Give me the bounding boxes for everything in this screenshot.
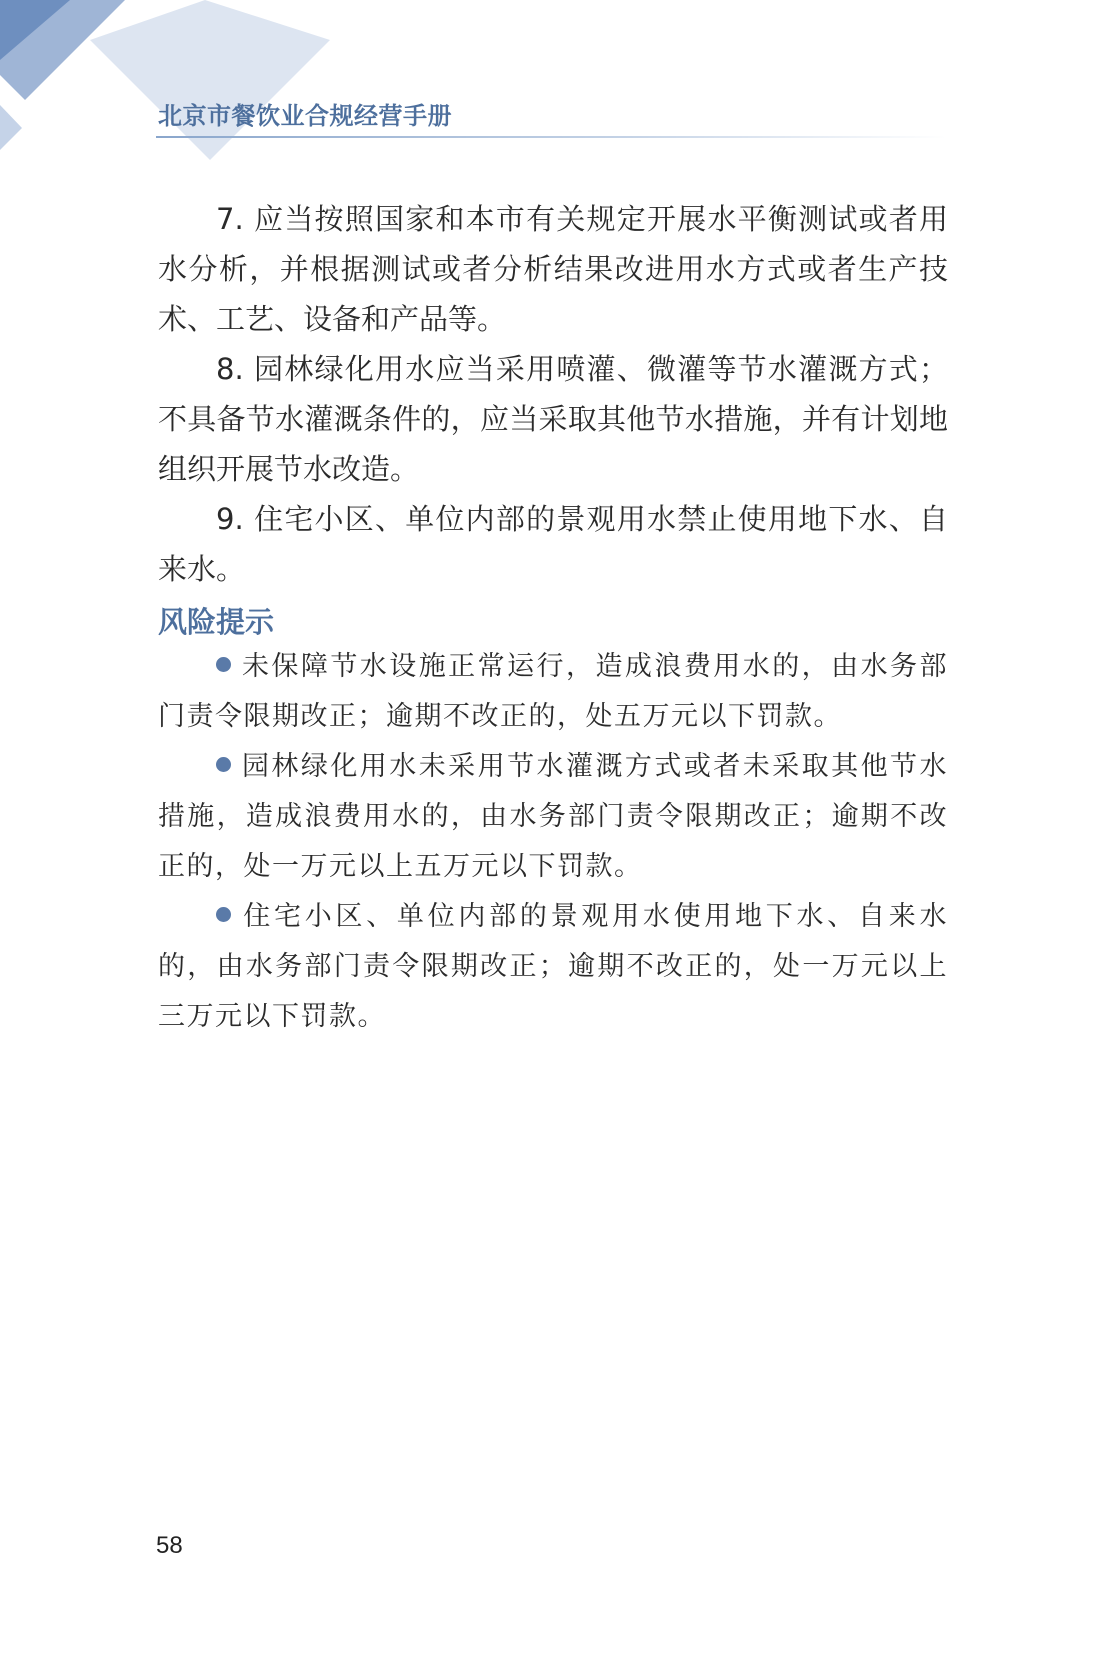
body-text [158, 194, 948, 594]
risk-item-text: 未保障节水设施正常运行，造成浪费用水的，由水务部门责令限期改正；逾期不改正的，处五万元以下罚款。 [158, 651, 948, 732]
risk-item-text: 园林绿化用水未采用节水灌溉方式或者未采取其他节水措施，造成浪费用水的，由水务部门责令限期改正；逾期不改正的，处一万元以上五万元以下罚款。 [158, 751, 948, 882]
page-number: 58 [156, 1532, 183, 1559]
header-rule [156, 136, 946, 138]
risk-item [158, 742, 948, 892]
deco-diamond-small [0, 105, 22, 150]
bullet-icon [216, 657, 231, 672]
risk-item [158, 892, 948, 1042]
clause-8: 8. 园林绿化用水应当采用喷灌、微灌等节水灌溉方式；不具备节水灌溉条件的，应当采取其他节水措施，并有计划地组织开展节水改造。 [158, 352, 948, 486]
clause-9: 9. 住宅小区、单位内部的景观用水禁止使用地下水、自来水。 [158, 502, 948, 586]
risk-item [158, 642, 948, 742]
risk-item-text: 住宅小区、单位内部的景观用水使用地下水、自来水的，由水务部门责令限期改正；逾期不改正的，处一万元以上三万元以下罚款。 [158, 901, 948, 1032]
risk-section-title: 风险提示 [158, 605, 275, 639]
clause-7: 7. 应当按照国家和本市有关规定开展水平衡测试或者用水分析，并根据测试或者分析结果改进用水方式或者生产技术、工艺、设备和产品等。 [158, 202, 948, 336]
risk-list [158, 642, 948, 1042]
bullet-icon [216, 757, 231, 772]
bullet-icon [216, 907, 231, 922]
running-header-title: 北京市餐饮业合规经营手册 [158, 102, 452, 130]
